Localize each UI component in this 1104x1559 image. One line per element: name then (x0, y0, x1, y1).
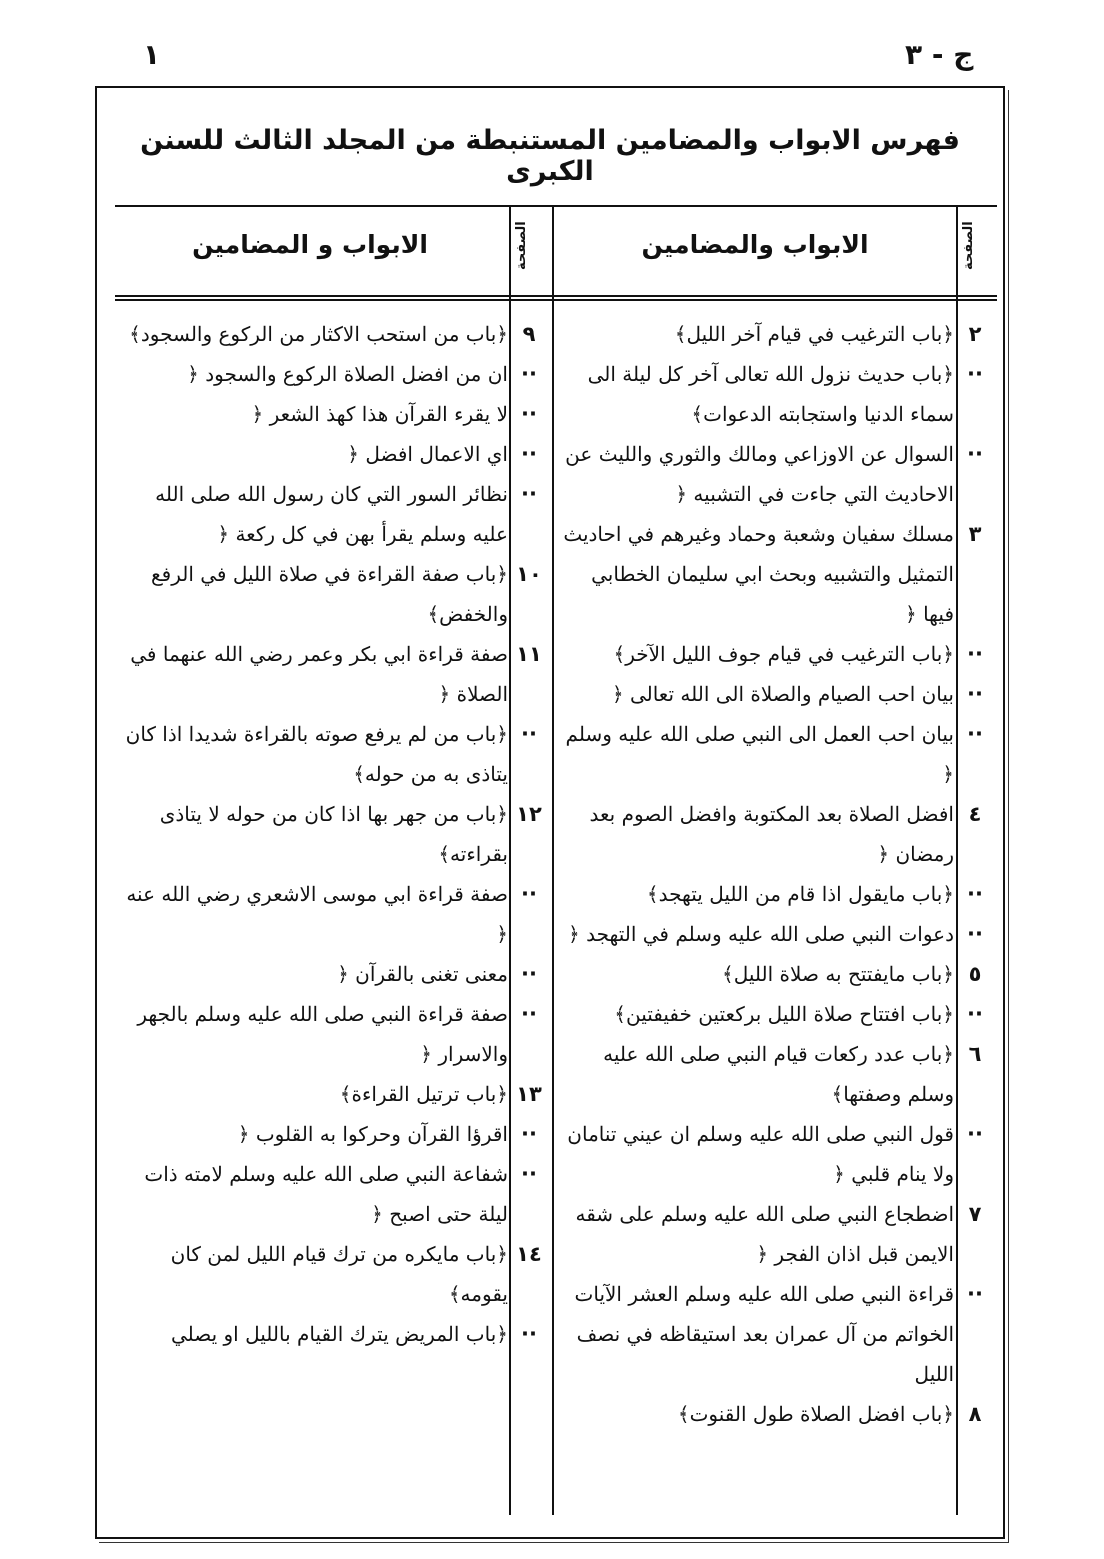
entry-text: افضل الصلاة بعد المكتوبة وافضل الصوم بعد رمضان ﴿ (589, 802, 954, 866)
entry-text: ﴿باب من استحب الاكثار من الركوع والسجود﴾ (129, 322, 508, 346)
table-row (554, 1194, 996, 1274)
entry-text: صفة قراءة النبي صلى الله عليه وسلم بالجهر والاسرار ﴿ (137, 1002, 508, 1066)
table-row (115, 554, 550, 634)
volume-mark: ج - ٣ (905, 38, 974, 71)
page-ref: ·· (521, 442, 537, 466)
left-page-column-header: الصفحة (514, 221, 529, 271)
table-row (115, 874, 550, 954)
entry-text: بيان احب الصيام والصلاة الى الله تعالى ﴿ (611, 682, 954, 706)
header-bottom-rule-double (115, 299, 997, 301)
table-row (554, 994, 996, 1034)
entry-text: شفاعة النبي صلى الله عليه وسلم لامته ذات ليلة حتى اصبح ﴿ (144, 1162, 508, 1226)
table-row (554, 1114, 996, 1194)
page-ref: ·· (967, 1122, 983, 1146)
page-ref: ·· (967, 922, 983, 946)
page-ref: ٧ (968, 1202, 982, 1226)
table-row (115, 634, 550, 714)
page-ref: ٦ (968, 1042, 982, 1066)
page-ref: ·· (967, 722, 983, 746)
header-top-rule (115, 205, 997, 207)
entry-text: ﴿باب مايقول اذا قام من الليل يتهجد﴾ (646, 882, 954, 906)
table-row (554, 354, 996, 434)
entry-text: معنى تغنى بالقرآن ﴿ (337, 962, 508, 986)
entry-text: ﴿باب مايفتتح به صلاة الليل﴾ (722, 962, 954, 986)
entry-text: ﴿باب من جهر بها اذا كان من حوله لا يتاذى بقراءته﴾ (159, 802, 508, 866)
table-row (554, 714, 996, 794)
page-ref: ·· (521, 1322, 537, 1346)
table-row (115, 794, 550, 874)
entry-text: صفة قراءة ابي موسى الاشعري رضي الله عنه ﴿ (126, 882, 508, 946)
page-number: ١ (143, 38, 161, 71)
right-page-column-header: الصفحة (961, 221, 976, 271)
entry-text: ان من افضل الصلاة الركوع والسجود ﴿ (187, 362, 508, 386)
header-bottom-rule (115, 295, 997, 297)
entry-text: قول النبي صلى الله عليه وسلم ان عيني تنامان ولا ينام قلبي ﴿ (567, 1122, 954, 1186)
table-row (115, 474, 550, 554)
entry-text: ﴿باب افضل الصلاة طول القنوت﴾ (677, 1402, 954, 1426)
page-ref: ١٢ (516, 802, 542, 826)
table-row (554, 954, 996, 994)
page-ref: ٤ (968, 802, 982, 826)
entry-text: السوال عن الاوزاعي ومالك والثوري والليث عن الاحاديث التي جاءت في التشبيه ﴿ (565, 442, 954, 506)
page-ref: ·· (967, 642, 983, 666)
page-ref: ٥ (968, 962, 982, 986)
table-row (554, 794, 996, 874)
entry-text: ﴿باب الترغيب في قيام آخر الليل﴾ (674, 322, 954, 346)
table-row (554, 1274, 996, 1394)
entry-text: ﴿باب ترتيل القراءة﴾ (339, 1082, 508, 1106)
entry-text: اي الاعمال افضل ﴿ (347, 442, 508, 466)
entry-text: مسلك سفيان وشعبة وحماد وغيرهم في احاديث التمثيل والتشبيه وبحث ابي سليمان الخطابي فيها ﴿ (563, 522, 954, 626)
table-row (115, 1074, 550, 1114)
page-ref: ١٤ (516, 1242, 542, 1266)
right-index-table (554, 314, 996, 1434)
page-ref: ·· (967, 362, 983, 386)
page-ref: ·· (521, 1122, 537, 1146)
page-ref: ٢ (968, 322, 982, 346)
page-ref: ·· (521, 882, 537, 906)
table-row (554, 914, 996, 954)
entry-text: دعوات النبي صلى الله عليه وسلم في التهجد ﴿ (568, 922, 954, 946)
table-row (115, 954, 550, 994)
entry-text: ﴿باب مايكره من ترك قيام الليل لمن كان يقومه﴾ (170, 1242, 508, 1306)
page-ref: ١٣ (516, 1082, 542, 1106)
page-ref: ·· (521, 1002, 537, 1026)
table-row (115, 1114, 550, 1154)
table-row (554, 1034, 996, 1114)
entry-text: ﴿باب حديث نزول الله تعالى آخر كل ليلة الى سماء الدنيا واستجابته الدعوات﴾ (587, 362, 954, 426)
page-ref: ·· (967, 682, 983, 706)
table-row (554, 1394, 996, 1434)
page-ref: ·· (521, 482, 537, 506)
entry-text: اضطجاع النبي صلى الله عليه وسلم على شقه الايمن قبل اذان الفجر ﴿ (575, 1202, 954, 1266)
table-row (115, 354, 550, 394)
table-row (554, 314, 996, 354)
entry-text: ﴿باب عدد ركعات قيام النبي صلى الله عليه وسلم وصفتها﴾ (603, 1042, 954, 1106)
page-ref: ·· (967, 1282, 983, 1306)
page-ref: ٣ (968, 522, 982, 546)
page-ref: ٩ (522, 322, 536, 346)
page-ref: ·· (967, 442, 983, 466)
entry-text: لا يقرء القرآن هذا كهذ الشعر ﴿ (251, 402, 508, 426)
right-column-header: الابواب والمضامين (641, 230, 869, 259)
page-ref: ١١ (516, 642, 542, 666)
page-title: فهرس الابواب والمضامين المستنبطة من المجلد الثالث للسنن الكبرى (140, 125, 960, 187)
table-row (554, 674, 996, 714)
table-row (115, 1154, 550, 1234)
entry-text: ﴿باب الترغيب في قيام جوف الليل الآخر﴾ (613, 642, 954, 666)
table-row (115, 1234, 550, 1314)
entry-text: بيان احب العمل الى النبي صلى الله عليه وسلم ﴿ (565, 722, 954, 786)
left-index-table (115, 314, 550, 1354)
page-ref: ١٠ (516, 562, 542, 586)
entry-text: صفة قراءة ابي بكر وعمر رضي الله عنهما في الصلاة ﴿ (130, 642, 508, 706)
table-row (115, 1314, 550, 1354)
entry-text: ﴿باب المريض يترك القيام بالليل او يصلي (170, 1322, 508, 1346)
table-row (115, 394, 550, 434)
entry-text: ﴿باب افتتاح صلاة الليل بركعتين خفيفتين﴾ (614, 1002, 954, 1026)
table-row (115, 994, 550, 1074)
page-ref: ·· (967, 882, 983, 906)
table-row (554, 874, 996, 914)
entry-text: ﴿باب صفة القراءة في صلاة الليل في الرفع والخفض﴾ (151, 562, 508, 626)
entry-text: ﴿باب من لم يرفع صوته بالقراءة شديدا اذا كان يتاذى به من حوله﴾ (125, 722, 508, 786)
table-row (554, 434, 996, 514)
table-row (115, 314, 550, 354)
page-ref: ·· (521, 362, 537, 386)
table-row (115, 434, 550, 474)
page-ref: ·· (521, 962, 537, 986)
page-ref: ·· (967, 1002, 983, 1026)
page-ref: ·· (521, 402, 537, 426)
page-ref: ·· (521, 1162, 537, 1186)
table-row (554, 634, 996, 674)
left-column-header: الابواب و المضامين (192, 230, 428, 259)
entry-text: نظائر السور التي كان رسول الله صلى الله عليه وسلم يقرأ بهن في كل ركعة ﴿ (155, 482, 508, 546)
page-ref: ٨ (968, 1402, 982, 1426)
table-row (554, 514, 996, 634)
page-ref: ·· (521, 722, 537, 746)
entry-text: قراءة النبي صلى الله عليه وسلم العشر الآيات الخواتم من آل عمران بعد استيقاظه في نصف الليل (574, 1282, 954, 1386)
entry-text: اقرؤا القرآن وحركوا به القلوب ﴿ (237, 1122, 508, 1146)
table-row (115, 714, 550, 794)
